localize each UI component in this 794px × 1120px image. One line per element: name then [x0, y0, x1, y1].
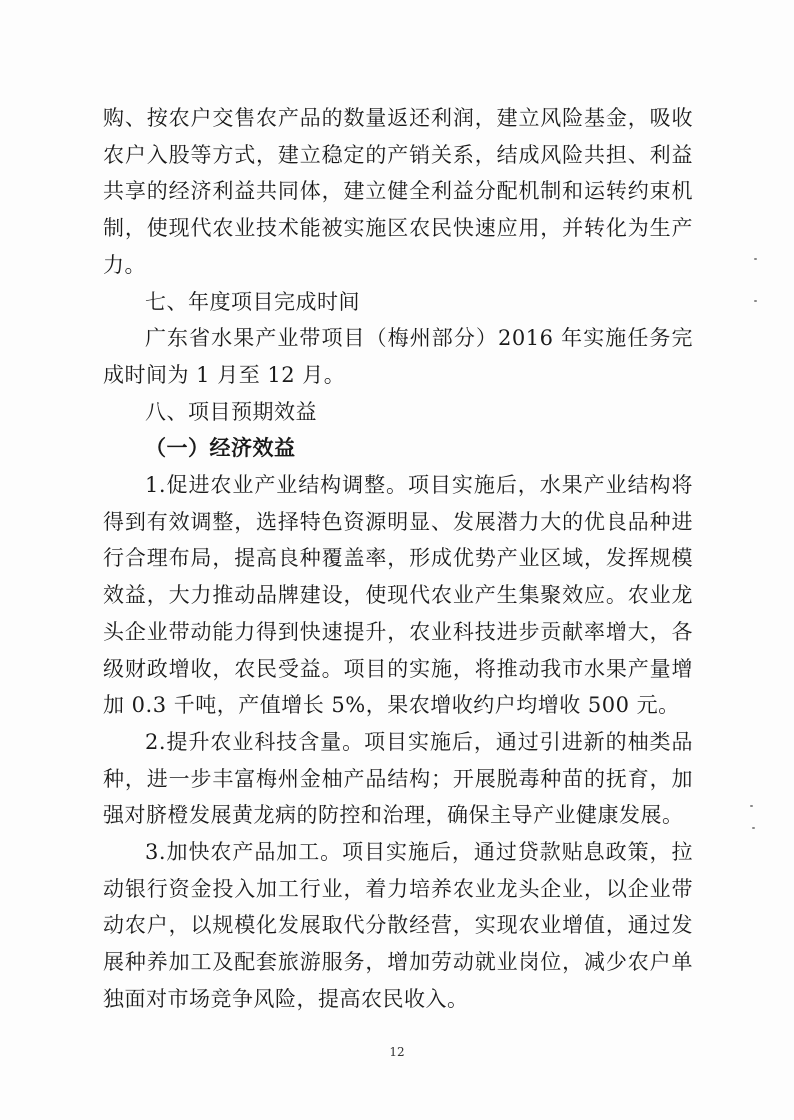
scan-speck: [754, 300, 757, 302]
subheading-economic-benefits: （一）经济效益: [145, 435, 296, 461]
document-body: [103, 100, 693, 1018]
paragraph-completion-time: 广东省水果产业带项目（梅州部分）2016 年实施任务完成时间为 1 月至 12 月。: [103, 326, 693, 387]
paragraph-benefit-3: 3.加快农产品加工。项目实施后，通过贷款贴息政策，拉动银行资金投入加工行业，着力培养农业龙头企业，以企业带动农户，以规模化发展取代分散经营，实现农业增值，通过发展种养加工及配套旅游服务，增加劳动就业岗位，减少农户单独面对市场竞争风险，提高农民收入。: [103, 840, 693, 1011]
scan-speck: [754, 258, 757, 260]
paragraph-benefit-2: 2.提升农业科技含量。项目实施后，通过引进新的柚类品种，进一步丰富梅州金柚产品结构；开展脱毒种苗的抚育，加强对脐橙发展黄龙病的防控和治理，确保主导产业健康发展。: [103, 729, 693, 828]
section-heading-expected-benefits: 八、项目预期效益: [145, 399, 317, 424]
section-heading-completion-time: 七、年度项目完成时间: [145, 289, 360, 314]
paragraph-continuation: 购、按农户交售农产品的数量返还利润，建立风险基金，吸收农户入股等方式，建立稳定的产销关系，结成风险共担、利益共享的经济利益共同体，建立健全利益分配机制和运转约束机制，使现代农业技术能被实施区农民快速应用，并转化为生产力。: [103, 106, 693, 277]
paragraph-benefit-1: 1.促进农业产业结构调整。项目实施后，水果产业结构将得到有效调整，选择特色资源明显、发展潜力大的优良品种进行合理布局，提高良种覆盖率，形成优势产业区域，发挥规模效益，大力推动品牌建设，使现代农业产生集聚效应。农业龙头企业带动能力得到快速提升，农业科技进步贡献率增大，各级财政增收，农民受益。项目的实施，将推动我市水果产量增加 0.3 千吨，产值增长 5%，果农增收约户均增收 500 元。: [103, 473, 693, 718]
page-number: 12: [389, 1045, 405, 1059]
scan-speck: [750, 805, 753, 807]
scan-speck: [752, 827, 755, 829]
